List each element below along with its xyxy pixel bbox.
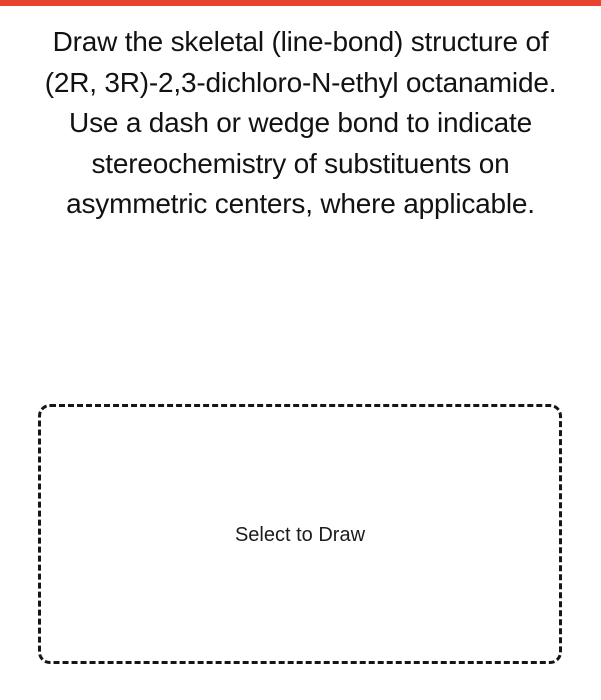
top-accent-bar	[0, 0, 601, 6]
question-prompt: Draw the skeletal (line-bond) structure of (2R, 3R)-2,3-dichloro-N-ethyl octanamide. Use a dash or wedge bond to indicate stereochemistry of substituents on asymmetric centers, where applicable.	[44, 26, 557, 219]
drawing-canvas-button[interactable]	[38, 404, 562, 664]
draw-area-label: Select to Draw	[234, 523, 366, 546]
